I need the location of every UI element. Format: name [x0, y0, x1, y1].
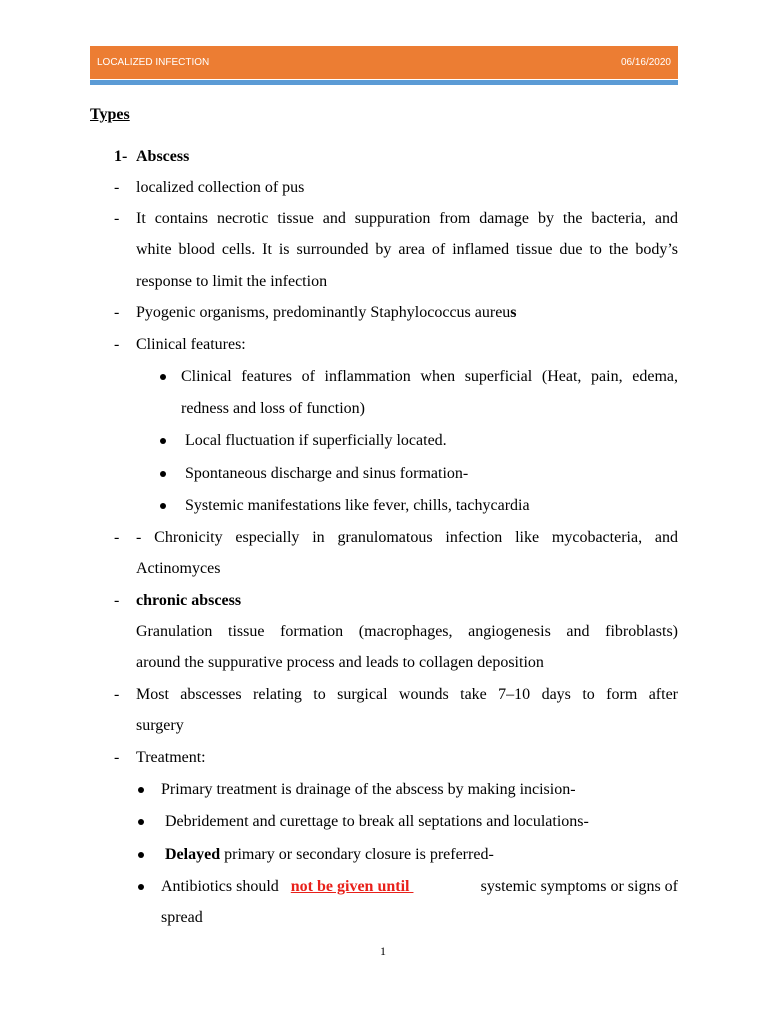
dash-marker: - [114, 336, 120, 353]
list-item: - Chronicity especially in granulomatous infection like mycobacteria, and [136, 529, 678, 546]
subheading: chronic abscess [136, 592, 242, 609]
dash-marker: - [114, 686, 120, 703]
page-number: 1 [380, 944, 386, 958]
header-title: LOCALIZED INFECTION [97, 57, 210, 68]
section-heading: Types [90, 106, 130, 123]
header-rule [90, 80, 678, 85]
section-number: 1- [114, 148, 128, 165]
bullet-item: Primary treatment is drainage of the abscess by making incision- [161, 781, 576, 798]
dash-marker: - [114, 304, 120, 321]
paragraph-line: Granulation tissue formation (macrophages, angiogenesis and fibroblasts) [136, 623, 678, 640]
bullet-icon [160, 471, 166, 477]
dash-marker: - [114, 210, 120, 227]
bullet-item: Antibiotics should not be given until systemic symptoms or signs of [161, 878, 678, 895]
emphasis-text: not be given until [290, 878, 410, 895]
list-item: It contains necrotic tissue and suppuration from damage by the bacteria, and [136, 210, 678, 227]
list-item: Clinical features: [136, 336, 246, 353]
bullet-item: Spontaneous discharge and sinus formation- [185, 465, 469, 482]
list-item-continued: surgery [136, 717, 184, 734]
paragraph-line: around the suppurative process and leads to collagen deposition [136, 654, 544, 671]
bullet-icon [138, 787, 144, 793]
bullet-icon [160, 374, 166, 380]
bullet-icon [160, 503, 166, 509]
bullet-item: Delayed primary or secondary closure is preferred- [165, 846, 494, 863]
bullet-icon [160, 438, 166, 444]
list-item: Pyogenic organisms, predominantly Staphylococcus aureus [136, 304, 517, 321]
bullet-item: Systemic manifestations like fever, chills, tachycardia [185, 497, 530, 514]
dash-marker: - [114, 749, 120, 766]
list-item-continued: Actinomyces [136, 560, 221, 577]
bullet-item: Debridement and curettage to break all septations and loculations- [165, 813, 589, 830]
page-header [90, 46, 678, 79]
header-date: 06/16/2020 [620, 57, 671, 68]
dash-marker: - [114, 592, 120, 609]
list-item-continued: response to limit the infection [136, 273, 328, 290]
bullet-icon [138, 884, 144, 890]
dash-marker: - [114, 529, 120, 546]
bullet-item: Clinical features of inflammation when superficial (Heat, pain, edema, [181, 368, 678, 385]
list-item: localized collection of pus [136, 179, 305, 196]
bullet-item-continued: redness and loss of function) [181, 400, 365, 417]
bullet-icon [138, 852, 144, 858]
bullet-item-continued: spread [161, 909, 203, 926]
dash-marker: - [114, 179, 120, 196]
list-item-continued: white blood cells. It is surrounded by area of inflamed tissue due to the body’s [136, 241, 678, 258]
list-item: Treatment: [136, 749, 206, 766]
bullet-icon [138, 819, 144, 825]
bullet-item: Local fluctuation if superficially located. [185, 432, 447, 449]
section-title: Abscess [136, 148, 190, 165]
list-item: Most abscesses relating to surgical wounds take 7–10 days to form after [136, 686, 678, 703]
